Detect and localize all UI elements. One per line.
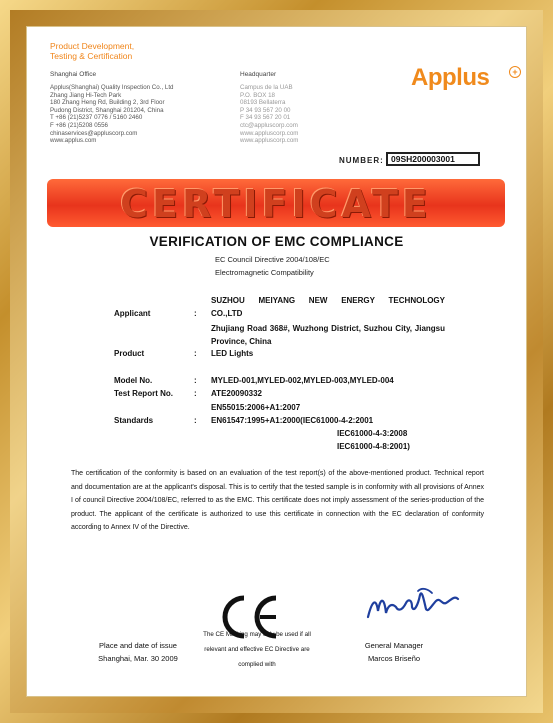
office-line: chinaservices@appluscorp.com — [50, 129, 138, 137]
report-label: Test Report No. — [114, 389, 173, 398]
ce-note-line: The CE Marking may only be used if all — [203, 631, 311, 638]
hq-line: Campus de la UAB — [240, 84, 293, 91]
standard-item: IEC61000-4-3:2008 — [337, 429, 408, 438]
hq-line: P 34 93 567 20 00 — [240, 106, 291, 114]
signatory-title: General Manager — [364, 641, 424, 650]
applicant-name-line1: SUZHOU MEIYANG NEW ENERGY TECHNOLOGY — [211, 296, 445, 305]
hq-label: Headquarter — [240, 71, 277, 78]
applicant-label: Applicant — [114, 309, 151, 318]
signature-icon — [362, 583, 467, 628]
applus-logo: Applus — [411, 64, 490, 91]
header-title — [50, 42, 134, 61]
hq-line: 08193 Bellaterra — [240, 99, 286, 107]
standard-item: IEC61000-4-8:2001) — [337, 442, 410, 451]
directive-subtitle: Electromagnetic Compatibility — [215, 268, 314, 277]
office-line: Applus(Shanghai) Quality Inspection Co., Ltd — [50, 84, 174, 91]
office-line: www.applus.com — [50, 137, 97, 145]
hq-line: www.appluscorp.com — [240, 137, 299, 145]
number-label: NUMBER: — [339, 156, 384, 165]
report-colon: : — [194, 389, 197, 398]
signatory — [344, 639, 444, 665]
ce-note-line: relevant and effective EC Directive are — [204, 646, 310, 653]
standards-colon: : — [194, 416, 197, 425]
conformity-statement: The certification of the conformity is based on an evaluation of the test report(s) of the above-mentioned product. Technical report and documentation are at the applicant's disposal. This is to certify that the tested sample is in conformity with all provisions of Annex I of council Directive 2004/108/EC, referred to as the EMC. This certificate does not imply assessment of the series-production of the product. The applicant of the certificate is authorized to use this certificate in connection with the EC declaration of conformity according to Annex IV of the Directive. — [71, 470, 484, 532]
hq-line: www.appluscorp.com — [240, 129, 299, 137]
product-label: Product — [114, 349, 145, 358]
report-value: ATE20090332 — [211, 389, 262, 398]
header-title-line2: Testing & Certification — [50, 50, 133, 61]
place-label: Place and date of issue — [99, 641, 177, 650]
header-title-line1: Product Development, — [50, 41, 135, 51]
banner-text: CERTIFICATE — [120, 182, 432, 226]
office-line: T +86 (21)5237 0776 / 5160 2460 — [50, 114, 143, 122]
logo-plus-icon: + — [509, 66, 521, 78]
office-line: Zhang Jiang Hi-Tech Park — [50, 91, 122, 99]
ce-note-line: complied with — [238, 661, 276, 668]
document-title: VERIFICATION OF EMC COMPLIANCE — [149, 234, 404, 249]
signatory-name: Marcos Briseño — [367, 654, 421, 663]
place-value: Shanghai, Mar. 30 2009 — [98, 654, 178, 663]
applicant-colon: : — [194, 309, 197, 318]
office-line: 180 Zhang Heng Rd, Building 2, 3rd Floor — [50, 99, 165, 107]
hq-address — [240, 84, 298, 145]
hq-line: P.O. BOX 18 — [240, 91, 275, 99]
applicant-address: Zhujiang Road 368#, Wuzhong District, Suzhou City, Jiangsu Province, China — [211, 324, 445, 346]
ce-note — [194, 627, 320, 672]
place-and-date — [88, 639, 188, 665]
office-address — [50, 84, 173, 145]
model-value: MYLED-001,MYLED-002,MYLED-003,MYLED-004 — [211, 376, 394, 385]
model-colon: : — [194, 376, 197, 385]
applicant-name-line2: CO.,LTD — [211, 309, 243, 318]
office-line: Pudong District, Shanghai 201204, China — [50, 106, 164, 114]
certificate-paper — [26, 26, 527, 697]
certificate-banner — [47, 179, 505, 227]
office-label: Shanghai Office — [50, 71, 97, 78]
product-value: LED Lights — [211, 349, 254, 358]
standards-label: Standards — [114, 416, 154, 425]
model-label: Model No. — [114, 376, 153, 385]
office-line: F +86 (21)5208 0556 — [50, 121, 108, 129]
standard-item: EN61547:1995+A1:2000(IEC61000-4-2:2001 — [211, 416, 374, 425]
certificate-number: 09SH200003001 — [386, 152, 480, 166]
hq-line: F 34 93 567 20 01 — [240, 114, 291, 122]
standard-item: EN55015:2006+A1:2007 — [211, 403, 301, 412]
hq-line: ctc@appluscorp.com — [240, 121, 298, 129]
directive: EC Council Directive 2004/108/EC — [215, 255, 330, 264]
product-colon: : — [194, 349, 197, 358]
